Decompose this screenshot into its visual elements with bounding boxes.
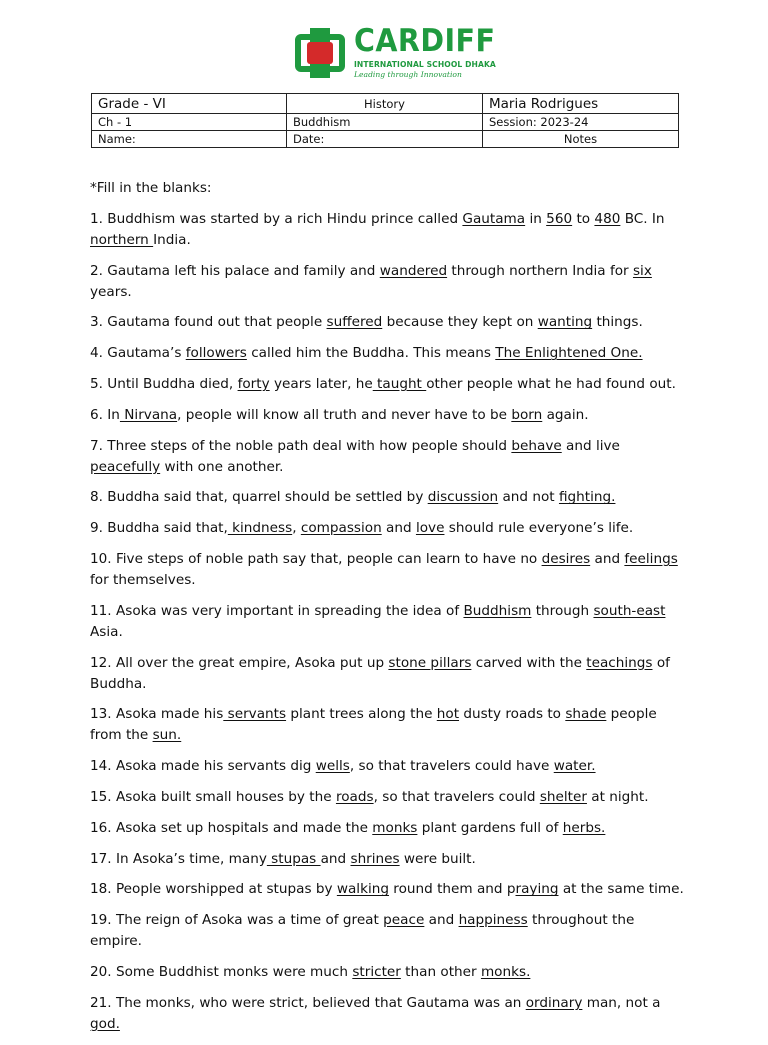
question-item [90,962,686,983]
question-text: things. [592,314,643,331]
logo-school-name: CARDIFF [354,23,496,59]
answer-blank: shade [565,706,607,723]
question-text: other people what he had found out. [426,375,676,392]
answer-blank: peacefully [90,458,161,475]
question-text: dusty roads to [459,706,566,723]
question-text: and live [561,437,620,454]
answer-blank: behave [511,437,562,454]
answer-blank: happiness [458,912,528,929]
question-item [90,312,686,333]
question-text: through northern India for [447,262,633,279]
subject-cell: History [287,94,483,114]
answer-blank: sun. [152,727,182,744]
question-text: 13. Asoka made his [90,706,224,723]
answer-blank: Nirvana [119,406,178,423]
question-text: 12. All over the great empire, Asoka put up [90,654,389,671]
question-text: to [572,210,595,227]
question-item [90,818,686,839]
answer-blank: servants [223,706,287,723]
logo-tagline: Leading through Innovation [354,70,462,79]
answer-blank: compassion [300,520,382,537]
answer-blank: water. [553,758,596,775]
answer-blank: stricter [352,963,401,980]
question-text: 3. Gautama found out that people [90,314,327,331]
question-item [90,993,686,1035]
header-row [92,94,679,114]
question-item [90,343,686,364]
question-item [90,549,686,591]
question-text: 18. People worshipped at stupas by [90,881,337,898]
date-cell: Date: [287,131,483,148]
question-text: 16. Asoka set up hospitals and made the [90,819,373,836]
question-text: throughout the empire. [90,912,635,950]
question-text: 9. Buddha said that, [90,520,228,537]
answer-blank: northern [90,231,154,248]
question-text: plant gardens full of [417,819,563,836]
answer-blank: south-east [593,602,666,619]
answer-blank: ordinary [525,994,583,1011]
question-item [90,601,686,643]
question-item [90,487,686,508]
question-item [90,910,686,952]
question-text: , people will know all truth and never have to be [177,406,512,423]
question-text: India. [153,231,191,248]
fill-in-blanks-list [90,209,686,1035]
question-text: for themselves. [90,571,196,588]
answer-blank: suffered [326,314,383,331]
question-item [90,849,686,870]
answer-blank: monks. [480,963,531,980]
answer-blank: desires [541,550,591,567]
answer-blank: god. [90,1015,120,1032]
answer-blank: Gautama [462,210,526,227]
question-text: BC. In [620,210,665,227]
question-text: and not [498,489,559,506]
question-item [90,704,686,746]
answer-blank: Buddhism [463,602,532,619]
question-text: of Buddha. [90,654,670,692]
question-text: 8. Buddha said that, quarrel should be settled by [90,489,428,506]
question-text: , so that travelers could have [349,758,554,775]
question-item [90,374,686,395]
answer-blank: six [632,262,652,279]
answer-blank: wanting [537,314,593,331]
question-item [90,436,686,478]
cardiff-emblem-icon [292,25,348,81]
answer-blank: discussion [427,489,499,506]
question-text: 10. Five steps of noble path say that, people can learn to have no [90,550,542,567]
question-text: , [292,520,301,537]
answer-blank: born [511,406,543,423]
answer-blank: walking [336,881,389,898]
question-text: 14. Asoka made his servants dig [90,758,316,775]
question-item [90,261,686,303]
question-item [90,209,686,251]
doc-type-cell: Notes [483,131,679,148]
session-cell: Session: 2023-24 [483,114,679,131]
answer-blank: The Enlightened One. [495,345,643,362]
question-text: round them and p [388,881,516,898]
question-text: 20. Some Buddhist monks were much [90,963,353,980]
question-text: 4. Gautama’s [90,345,186,362]
answer-blank: raying [515,881,559,898]
worksheet-content [90,178,686,1045]
question-text: with one another. [160,458,284,475]
question-text: years later, he [269,375,373,392]
answer-blank: wandered [379,262,448,279]
question-text: were built. [399,850,476,867]
question-text: 17. In Asoka’s time, many [90,850,267,867]
question-text: , so that travelers could [373,788,540,805]
question-text: and [320,850,351,867]
answer-blank: stone pillars [388,654,472,671]
question-text: people from the [90,706,657,744]
question-text: Asia. [90,623,123,640]
question-text: at the same time. [558,881,684,898]
answer-blank: wells [315,758,350,775]
question-text: 5. Until Buddha died, [90,375,238,392]
answer-blank: shelter [539,788,587,805]
school-logo [292,23,496,84]
answer-blank: taught [372,375,427,392]
question-text: 7. Three steps of the noble path deal with how people should [90,437,512,454]
question-text: than other [400,963,481,980]
question-text: 2. Gautama left his palace and family and [90,262,380,279]
student-name-cell: Name: [92,131,287,148]
answer-blank: hot [436,706,460,723]
question-text: plant trees along the [286,706,437,723]
question-text: 15. Asoka built small houses by the [90,788,336,805]
answer-blank: feelings [624,550,678,567]
answer-blank: shrines [350,850,400,867]
question-text: through [531,602,594,619]
question-text: again. [542,406,589,423]
question-text: at night. [586,788,649,805]
question-item [90,879,686,900]
header-row [92,114,679,131]
question-text: 21. The monks, who were strict, believed that Gautama was an [90,994,526,1011]
question-text: 19. The reign of Asoka was a time of great [90,912,384,929]
answer-blank: teachings [586,654,653,671]
header-row [92,131,679,148]
question-text: because they kept on [382,314,538,331]
answer-blank: 480 [594,210,621,227]
question-item [90,405,686,426]
question-item [90,787,686,808]
question-text: 11. Asoka was very important in spreading the idea of [90,602,464,619]
question-item [90,756,686,777]
question-text: carved with the [471,654,587,671]
answer-blank: 560 [546,210,573,227]
question-text: years. [90,283,132,300]
answer-blank: herbs. [562,819,606,836]
question-text: 6. In [90,406,120,423]
question-item [90,653,686,695]
question-text: man, not a [582,994,661,1011]
teacher-cell: Maria Rodrigues [483,94,679,114]
answer-blank: forty [237,375,270,392]
question-text: called him the Buddha. This means [246,345,496,362]
question-text: and [590,550,625,567]
instructions-heading: *Fill in the blanks: [90,180,212,196]
answer-blank: peace [383,912,425,929]
answer-blank: fighting. [558,489,616,506]
answer-blank: love [415,520,445,537]
question-text: in [525,210,547,227]
question-text: should rule everyone’s life. [444,520,634,537]
question-text: 1. Buddhism was started by a rich Hindu prince called [90,210,463,227]
answer-blank: followers [185,345,247,362]
question-text: and [424,912,459,929]
answer-blank: stupas [266,850,321,867]
header-info-table [91,93,679,148]
question-text: and [381,520,416,537]
answer-blank: roads [335,788,374,805]
question-item [90,518,686,539]
logo-school-subtitle: INTERNATIONAL SCHOOL DHAKA [354,60,496,69]
answer-blank: monks [372,819,418,836]
topic-cell: Buddhism [287,114,483,131]
grade-cell: Grade - VI [92,94,287,114]
answer-blank: kindness [227,520,293,537]
chapter-cell: Ch - 1 [92,114,287,131]
